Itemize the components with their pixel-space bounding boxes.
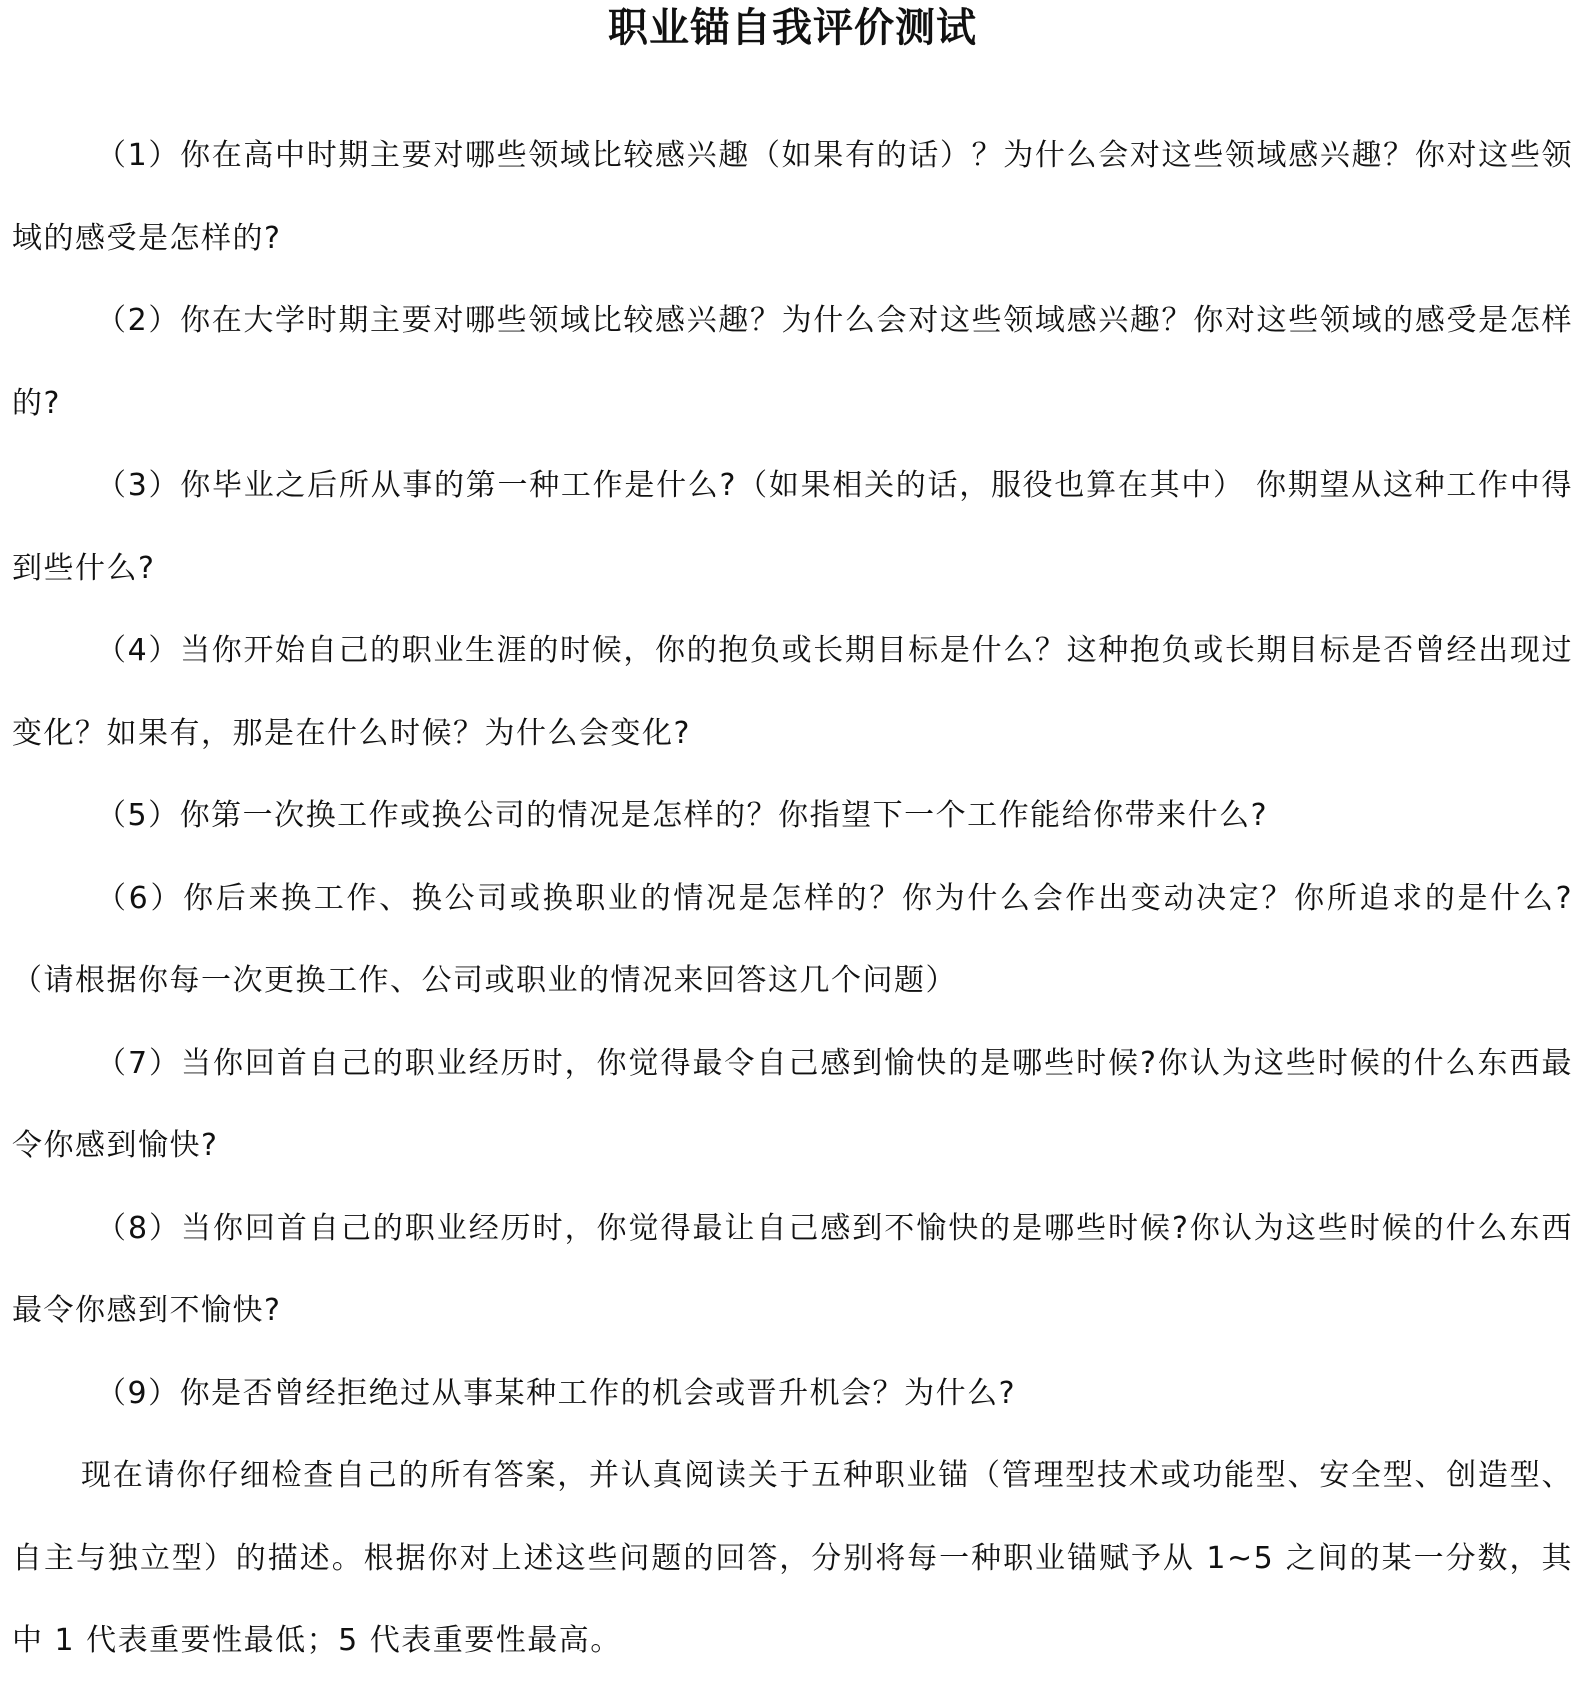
closing-instructions: 现在请你仔细检查自己的所有答案，并认真阅读关于五种职业锚（管理型技术或功能型、安全型、创造型、自主与独立型）的描述。根据你对上述这些问题的回答，分别将每一种职业锚赋予从 1~5 之间的某一分数，其中 1 代表重要性最低；5 代表重要性最高。	[12, 1458, 1573, 1658]
question-2: （2）你在大学时期主要对哪些领域比较感兴趣？为什么会对这些领域感兴趣？你对这些领域的感受是怎样的?	[12, 303, 1573, 421]
question-7: （7）当你回首自己的职业经历时，你觉得最令自己感到愉快的是哪些时候?你认为这些时候的什么东西最令你感到愉快?	[12, 1045, 1573, 1163]
question-6: （6）你后来换工作、换公司或换职业的情况是怎样的？你为什么会作出变动决定？你所追求的是什么?（请根据你每一次更换工作、公司或职业的情况来回答这几个问题）	[12, 880, 1573, 998]
document-title: 职业锚自我评价测试	[608, 4, 977, 51]
question-9: （9）你是否曾经拒绝过从事某种工作的机会或晋升机会？为什么?	[96, 1375, 1017, 1411]
question-4: （4）当你开始自己的职业生涯的时候，你的抱负或长期目标是什么？这种抱负或长期目标是否曾经出现过变化？如果有，那是在什么时候？为什么会变化?	[12, 633, 1573, 751]
question-1: （1）你在高中时期主要对哪些领域比较感兴趣（如果有的话）？为什么会对这些领域感兴趣？你对这些领域的感受是怎样的?	[12, 138, 1573, 256]
question-3: （3）你毕业之后所从事的第一种工作是什么?（如果相关的话，服役也算在其中） 你期望从这种工作中得到些什么?	[12, 468, 1573, 586]
question-5: （5）你第一次换工作或换公司的情况是怎样的？你指望下一个工作能给你带来什么?	[96, 798, 1269, 833]
question-8: （8）当你回首自己的职业经历时，你觉得最让自己感到不愉快的是哪些时候?你认为这些时候的什么东西最令你感到不愉快?	[12, 1210, 1573, 1328]
document-body	[12, 115, 1573, 1683]
